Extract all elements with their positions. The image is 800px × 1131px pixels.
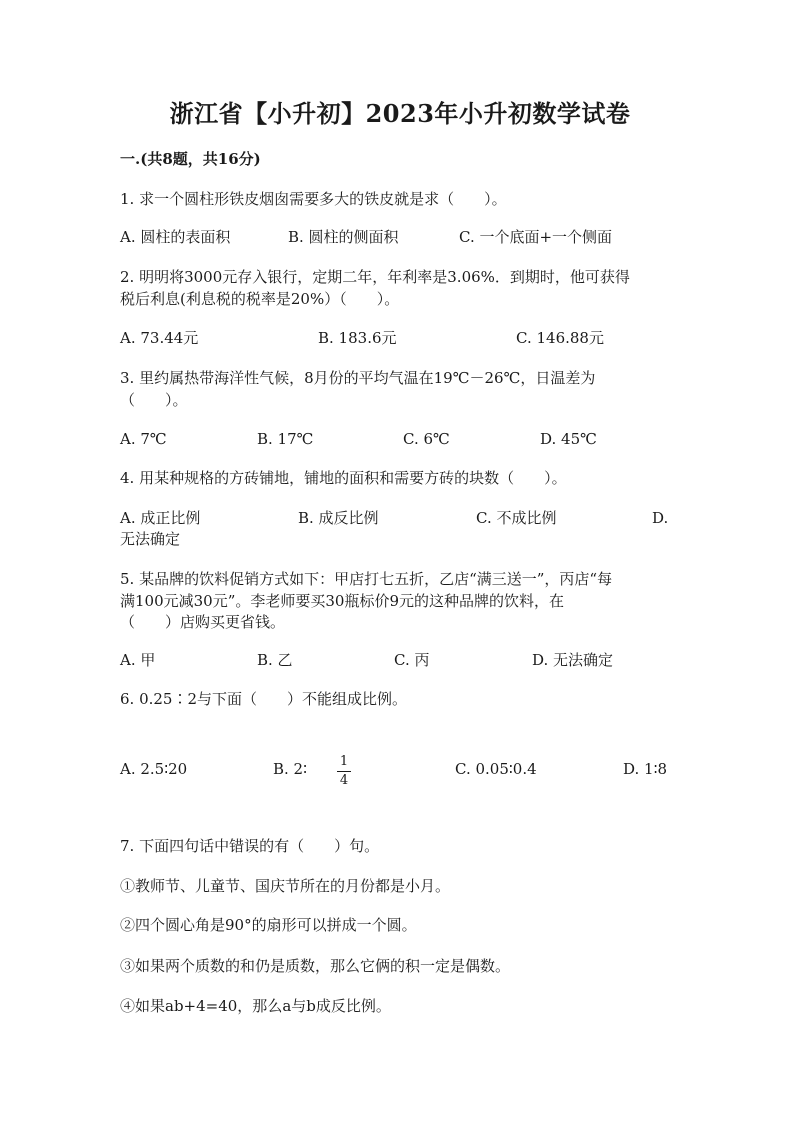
question-4-stem: 4. 用某种规格的方砖铺地，铺地的面积和需要方砖的块数（ ）。 bbox=[120, 469, 567, 487]
question-2-stem-line-1: 2. 明明将3000元存入银行，定期二年，年利率是3.06%．到期时，他可获得 bbox=[120, 268, 630, 286]
question-5-option-d: D. 无法确定 bbox=[532, 651, 614, 669]
question-6-stem: 6. 0.25∶2与下面（ ）不能组成比例。 bbox=[120, 690, 408, 708]
fraction-bar bbox=[337, 771, 351, 772]
question-1-option-b: B. 圆柱的侧面积 bbox=[288, 228, 399, 246]
question-7-statement-2: ②四个圆心角是90°的扇形可以拼成一个圆。 bbox=[120, 916, 417, 934]
section-heading: 一.(共8题，共16分) bbox=[120, 150, 261, 168]
question-4-option-c: C. 不成比例 bbox=[476, 509, 557, 527]
question-2-stem-line-2: 税后利息(利息税的税率是20%）（ ）。 bbox=[120, 290, 400, 308]
question-4-option-d-text: 无法确定 bbox=[120, 530, 181, 548]
question-6-option-b: B. 2∶ bbox=[273, 760, 308, 778]
question-3-stem-line-2: （ ）。 bbox=[120, 391, 188, 409]
question-3-option-c: C. 6℃ bbox=[403, 430, 450, 448]
question-7-statement-1: ①教师节、儿童节、国庆节所在的月份都是小月。 bbox=[120, 877, 451, 895]
fraction-numerator: 1 bbox=[339, 754, 349, 769]
page-title: 浙江省【小升初】2023年小升初数学试卷 bbox=[169, 99, 631, 128]
question-5-stem-line-1: 5. 某品牌的饮料促销方式如下：甲店打七五折，乙店“满三送一”，丙店“每 bbox=[120, 570, 613, 588]
question-6-option-d: D. 1∶8 bbox=[623, 760, 668, 778]
question-3-option-b: B. 17℃ bbox=[257, 430, 314, 448]
question-6-option-a: A. 2.5∶20 bbox=[120, 760, 188, 778]
question-1-stem: 1. 求一个圆柱形铁皮烟囱需要多大的铁皮就是求（ ）。 bbox=[120, 190, 507, 208]
question-2-option-b: B. 183.6元 bbox=[318, 329, 397, 347]
question-3-option-a: A. 7℃ bbox=[120, 430, 167, 448]
question-2-option-c: C. 146.88元 bbox=[516, 329, 604, 347]
question-5-option-c: C. 丙 bbox=[394, 651, 430, 669]
question-5-stem-line-2: 满100元减30元”。李老师要买30瓶标价9元的这种品牌的饮料，在 bbox=[120, 592, 565, 610]
question-1-option-c: C. 一个底面+一个侧面 bbox=[459, 228, 613, 246]
question-7-stem: 7. 下面四句话中错误的有（ ）句。 bbox=[120, 837, 380, 855]
question-3-option-d: D. 45℃ bbox=[540, 430, 597, 448]
question-5-option-a: A. 甲 bbox=[120, 651, 156, 669]
question-6-option-b-fraction bbox=[337, 754, 351, 789]
question-2-option-a: A. 73.44元 bbox=[120, 329, 199, 347]
question-4-option-b: B. 成反比例 bbox=[298, 509, 379, 527]
question-5-option-b: B. 乙 bbox=[257, 651, 293, 669]
question-7-statement-3: ③如果两个质数的和仍是质数，那么它俩的积一定是偶数。 bbox=[120, 957, 511, 975]
question-5-stem-line-3: （ ）店购买更省钱。 bbox=[120, 613, 286, 631]
question-4-option-a: A. 成正比例 bbox=[120, 509, 201, 527]
fraction-denominator: 4 bbox=[339, 773, 349, 788]
question-4-option-d-letter: D. bbox=[652, 509, 669, 527]
question-7-statement-4: ④如果ab+4=40，那么a与b成反比例。 bbox=[120, 997, 391, 1015]
question-1-option-a: A. 圆柱的表面积 bbox=[120, 228, 231, 246]
question-6-option-c: C. 0.05∶0.4 bbox=[455, 760, 537, 778]
question-3-stem-line-1: 3. 里约属热带海洋性气候，8月份的平均气温在19℃－26℃，日温差为 bbox=[120, 369, 596, 387]
